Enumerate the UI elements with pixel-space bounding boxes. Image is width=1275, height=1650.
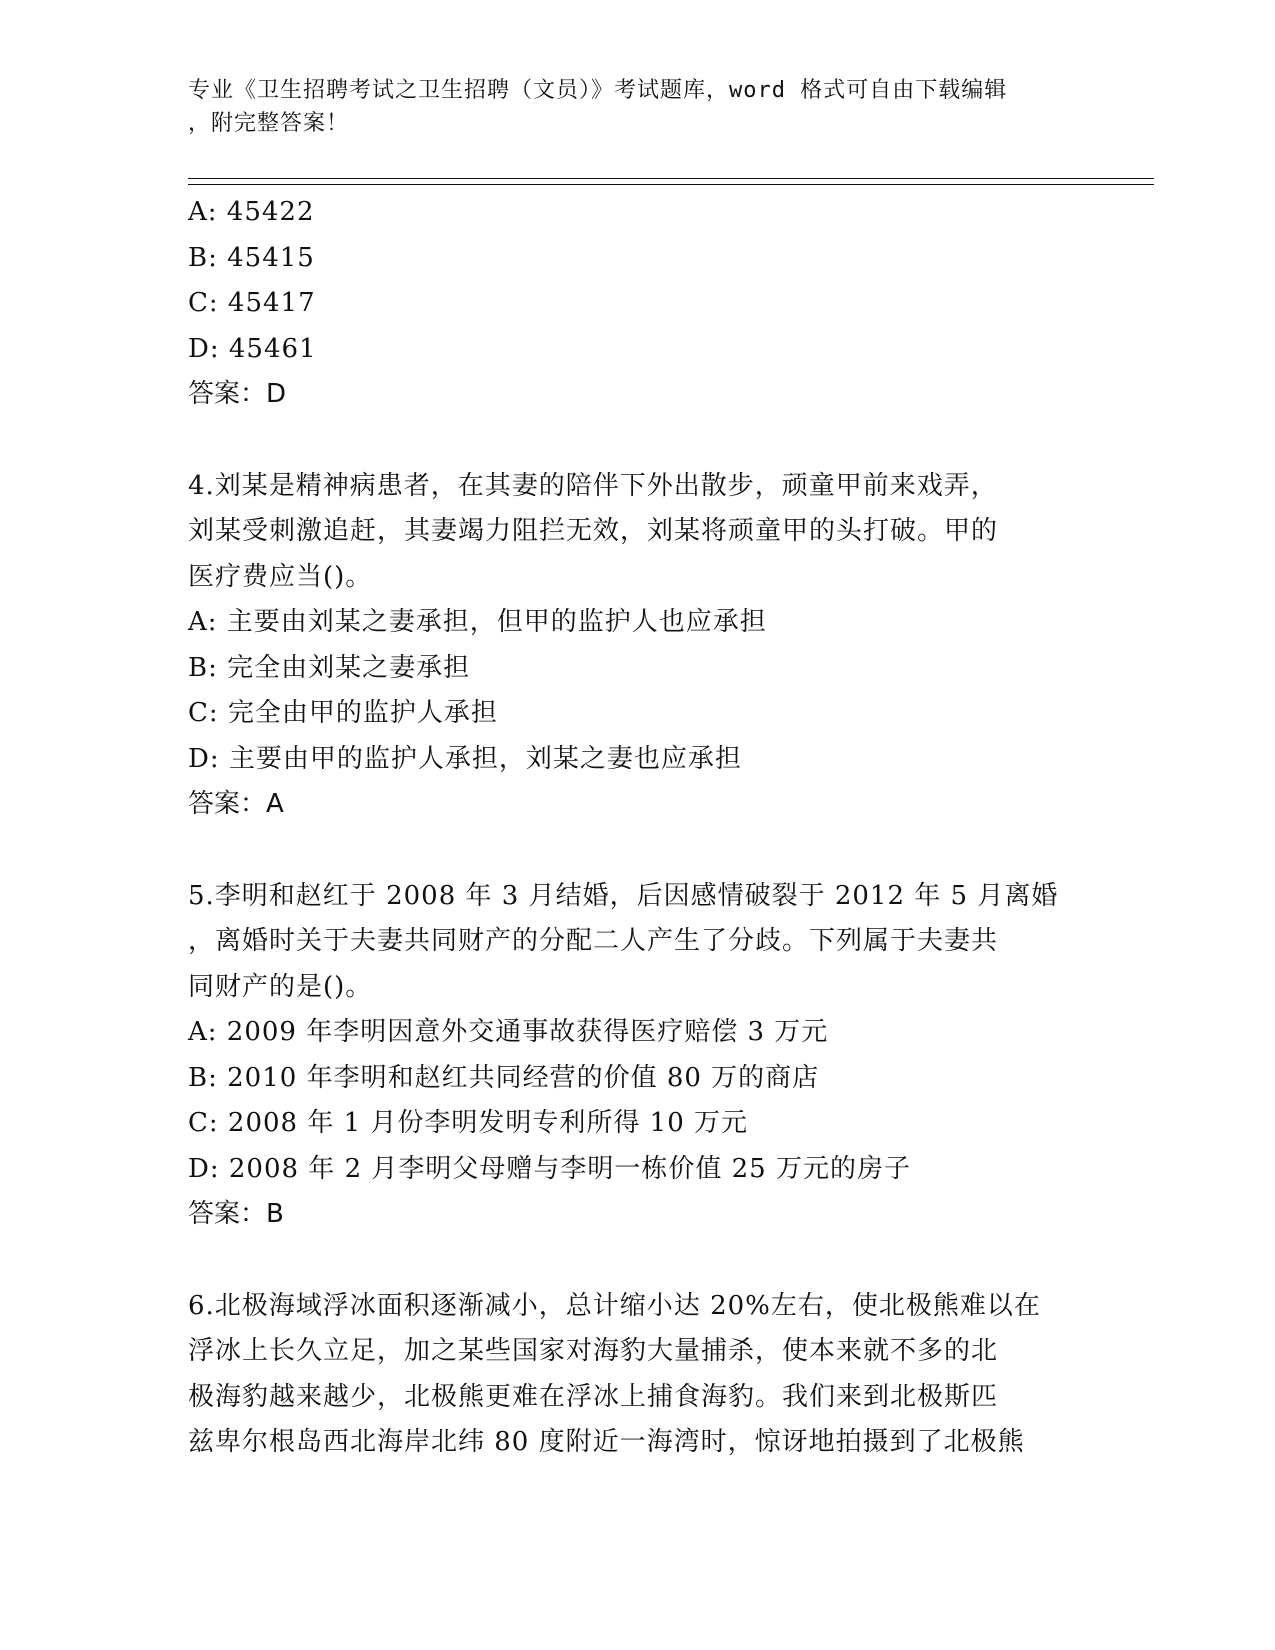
question-stem-line: 6.北极海域浮冰面积逐渐减小，总计缩小达 20%左右，使北极熊难以在 bbox=[188, 1290, 1041, 1321]
option-c: C: 2008 年 1 月份李明发明专利所得 10 万元 bbox=[188, 1108, 749, 1138]
question-stem-line: 刘某受刺激追赶，其妻竭力阻拦无效，刘某将顽童甲的头打破。甲的 bbox=[188, 516, 999, 546]
question-6 bbox=[188, 1284, 1088, 1466]
question-3 bbox=[188, 190, 1088, 418]
option-a: A: 2009 年李明因意外交通事故获得医疗赔偿 3 万元 bbox=[188, 1017, 829, 1047]
question-4 bbox=[188, 464, 1088, 828]
option-c: C: 45417 bbox=[188, 288, 316, 318]
option-d: D: 2008 年 2 月李明父母赠与李明一栋价值 25 万元的房子 bbox=[188, 1153, 911, 1184]
spacer bbox=[188, 1238, 1088, 1284]
option-d: D: 主要由甲的监护人承担，刘某之妻也应承担 bbox=[188, 743, 742, 774]
question-stem-line: 兹卑尔根岛西北海岸北纬 80 度附近一海湾时，惊讶地拍摄到了北极熊 bbox=[188, 1427, 1025, 1457]
option-b: B: 45415 bbox=[188, 242, 315, 273]
option-d: D: 45461 bbox=[188, 333, 317, 364]
question-stem-line: 5.李明和赵红于 2008 年 3 月结婚，后因感情破裂于 2012 年 5 月离婚 bbox=[188, 880, 1059, 911]
option-c: C: 完全由甲的监护人承担 bbox=[188, 698, 498, 728]
question-stem-line: ，离婚时关于夫妻共同财产的分配二人产生了分歧。下列属于夫妻共 bbox=[188, 926, 999, 956]
question-stem-line: 同财产的是()。 bbox=[188, 971, 373, 1002]
question-stem-line: 极海豹越来越少，北极熊更难在浮冰上捕食海豹。我们来到北极斯匹 bbox=[188, 1381, 999, 1412]
question-stem-line: 4.刘某是精神病患者，在其妻的陪伴下外出散步，顽童甲前来戏弄， bbox=[188, 470, 998, 501]
header-line-2: ，附完整答案！ bbox=[188, 111, 350, 136]
answer-label: 答案：A bbox=[188, 789, 284, 819]
question-stem-line: 浮冰上长久立足，加之某些国家对海豹大量捕杀，使本来就不多的北 bbox=[188, 1336, 999, 1366]
spacer bbox=[188, 828, 1088, 874]
header-divider-top bbox=[188, 178, 1154, 179]
question-list bbox=[188, 190, 1088, 1466]
answer-label: 答案：B bbox=[188, 1199, 284, 1229]
option-a: A: 45422 bbox=[188, 197, 315, 227]
option-b: B: 2010 年李明和赵红共同经营的价值 80 万的商店 bbox=[188, 1062, 820, 1093]
question-5 bbox=[188, 874, 1088, 1238]
answer-label: 答案：D bbox=[188, 379, 287, 409]
document-header bbox=[188, 74, 1088, 140]
header-divider-bottom bbox=[188, 184, 1154, 185]
option-a: A: 主要由刘某之妻承担，但甲的监护人也应承担 bbox=[188, 607, 767, 637]
question-stem-line: 医疗费应当()。 bbox=[188, 561, 373, 592]
option-b: B: 完全由刘某之妻承担 bbox=[188, 652, 471, 683]
spacer bbox=[188, 418, 1088, 464]
header-line-1: 专业《卫生招聘考试之卫生招聘（文员）》考试题库，word 格式可自由下载编辑 bbox=[188, 78, 1008, 103]
